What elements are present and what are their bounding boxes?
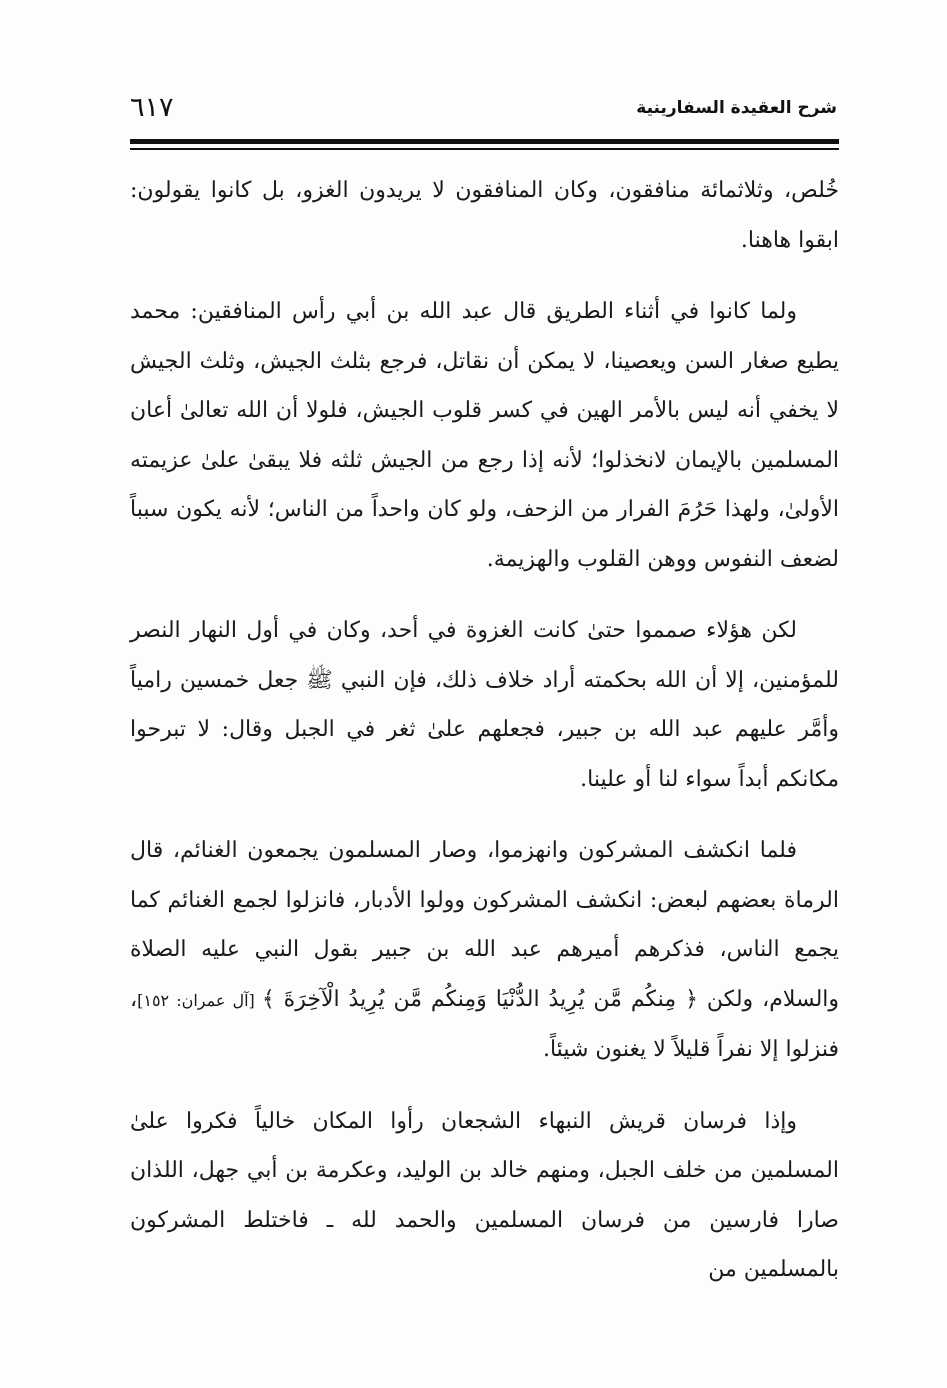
paragraph: خُلص، وثلاثمائة منافقون، وكان المنافقون لا يريدون الغزو، بل كانوا يقولون: ابقوا هاهنا. bbox=[130, 178, 839, 253]
paragraph-with-quran-verse bbox=[130, 826, 839, 1075]
verse-reference: [آل عمران: ١٥٢] bbox=[137, 990, 262, 1010]
paragraph-text: ، فنزلوا إلا نفراً قليلاً لا يغنون شيئاً. bbox=[130, 986, 839, 1062]
paragraph: وإذا فرسان قريش النبهاء الشجعان رأوا المكان خالياً فكروا علىٰ المسلمين من خلف الجبل، ومنهم خالد بن الوليد، وعكرمة بن أبي جهل، اللذان صارا فارسين من فرسان المسلمين والحمد لله ـ فاختلط المشركون بالمسلمين من bbox=[130, 1108, 839, 1282]
book-title: شرح العقيدة السفارينية bbox=[636, 98, 837, 118]
quran-verse: ﴿ مِنكُم مَّن يُرِيدُ الدُّنْيَا وَمِنكُم مَّن يُرِيدُ الْآخِرَةَ ﴾ bbox=[261, 986, 698, 1012]
header-rule-thick bbox=[130, 139, 839, 144]
page-body bbox=[130, 160, 839, 1317]
page-header bbox=[130, 92, 837, 138]
paragraph: لكن هؤلاء صمموا حتىٰ كانت الغزوة في أحد، وكان في أول النهار النصر للمؤمنين، إلا أن الله بحكمته أراد خلاف ذلك، فإن النبي ﷺ جعل خمسين رامياً وأمَّر عليهم عبد الله بن جبير، فجعلهم علىٰ ثغر في الجبل وقال: لا تبرحوا مكانكم أبداً سواء لنا أو علينا. bbox=[130, 618, 839, 792]
paragraph: ولما كانوا في أثناء الطريق قال عبد الله بن أبي رأس المنافقين: محمد يطيع صغار السن ويعصينا، لا يمكن أن نقاتل، فرجع بثلث الجيش، وثلث الجيش لا يخفي أنه ليس بالأمر الهين في كسر قلوب الجيش، فلولا أن الله تعالىٰ أعان المسلمين بالإيمان لانخذلوا؛ لأنه إذا رجع من الجيش ثلثه فلا يبقىٰ علىٰ عزيمته الأولىٰ، ولهذا حَرُمَ الفرار من الزحف، ولو كان واحداً من الناس؛ لأنه يكون سبباً لضعف النفوس ووهن القلوب والهزيمة. bbox=[130, 299, 839, 572]
header-rule-thin bbox=[130, 148, 839, 150]
page-number: ٦١٧ bbox=[130, 92, 174, 123]
paragraph-text: فلما انكشف المشركون وانهزموا، وصار المسلمون يجمعون الغنائم، قال الرماة بعضهم لبعض: انكشف المشركون وولوا الأدبار، فانزلوا لجمع الغنائم كما يجمع الناس، فذكرهم أميرهم عبد الله بن جبير بقول النبي عليه الصلاة والسلام، ولكن bbox=[130, 838, 840, 1012]
